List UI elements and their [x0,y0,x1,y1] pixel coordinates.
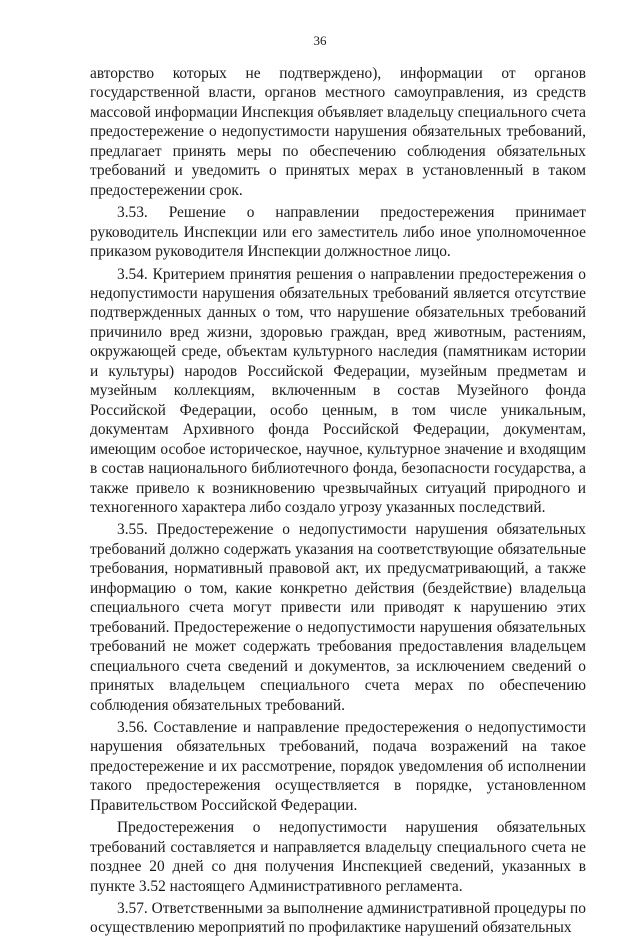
document-body [90,64,586,941]
paragraph-3-56: 3.56. Составление и направление предостережения о недопустимости нарушения обязательных требований, подача возражений на такое предостережение и их рассмотрение, порядок уведомления об исполнении такого предостережения осуществляется в порядке, установленном Правительством Российской Федерации. [90,718,586,814]
paragraph-3-56-addendum: Предостережения о недопустимости нарушения обязательных требований составляется и направляется владельцу специального счета не позднее 20 дней со дня получения Инспекцией сведений, указанных в пункте 3.52 настоящего Административного регламента. [90,819,586,895]
paragraph-3-55: 3.55. Предостережение о недопустимости нарушения обязательных требований должно содержать указания на соответствующие обязательные требования, нормативный правовой акт, их предусматривающий, а также информацию о том, какие конкретно действия (бездействие) владельца специального счета могут привести или приводят к нарушению этих требований. Предостережение о недопустимости нарушения обязательных требований не может содержать требования предоставления владельцем специального счета сведений и документов, за исключением сведений о принятых владельцем специального счета мерах по обеспечению соблюдения обязательных требований. [90,521,586,714]
page-number: 36 [313,33,327,48]
paragraph-continuation: авторство которых не подтверждено), информации от органов государственной власти, органов местного самоуправления, из средств массовой информации Инспекция объявляет владельцу специального счета предостережение о недопустимости нарушения обязательных требований, предлагает принять меры по обеспечению соблюдения обязательных требований и уведомить о принятых мерах в установленный в таком предостережении срок. [90,65,586,199]
paragraph-3-54: 3.54. Критерием принятия решения о направлении предостережения о недопустимости нарушения обязательных требований является отсутствие подтвержденных данных о том, что нарушение обязательных требований причинило вред жизни, здоровью граждан, вред животным, растениям, окружающей среде, объектам культурного наследия (памятникам истории и культуры) народов Российской Федерации, музейным предметам и музейным коллекциям, включенным в состав Музейного фонда Российской Федерации, особо ценным, в том числе уникальным, документам Архивного фонда Российской Федерации, документам, имеющим особое историческое, научное, культурное значение и входящим в состав национального библиотечного фонда, безопасности государства, а также привело к возникновению чрезвычайных ситуаций природного и техногенного характера либо создало угрозу указанных последствий. [90,265,586,516]
paragraph-3-57: 3.57. Ответственными за выполнение административной процедуры по осуществлению мероприятий по профилактике нарушений обязательных [90,900,586,937]
paragraph-3-53: 3.53. Решение о направлении предостережения принимает руководитель Инспекции или его заместитель либо иное уполномоченное приказом руководителя Инспекции должностное лицо. [90,204,586,261]
